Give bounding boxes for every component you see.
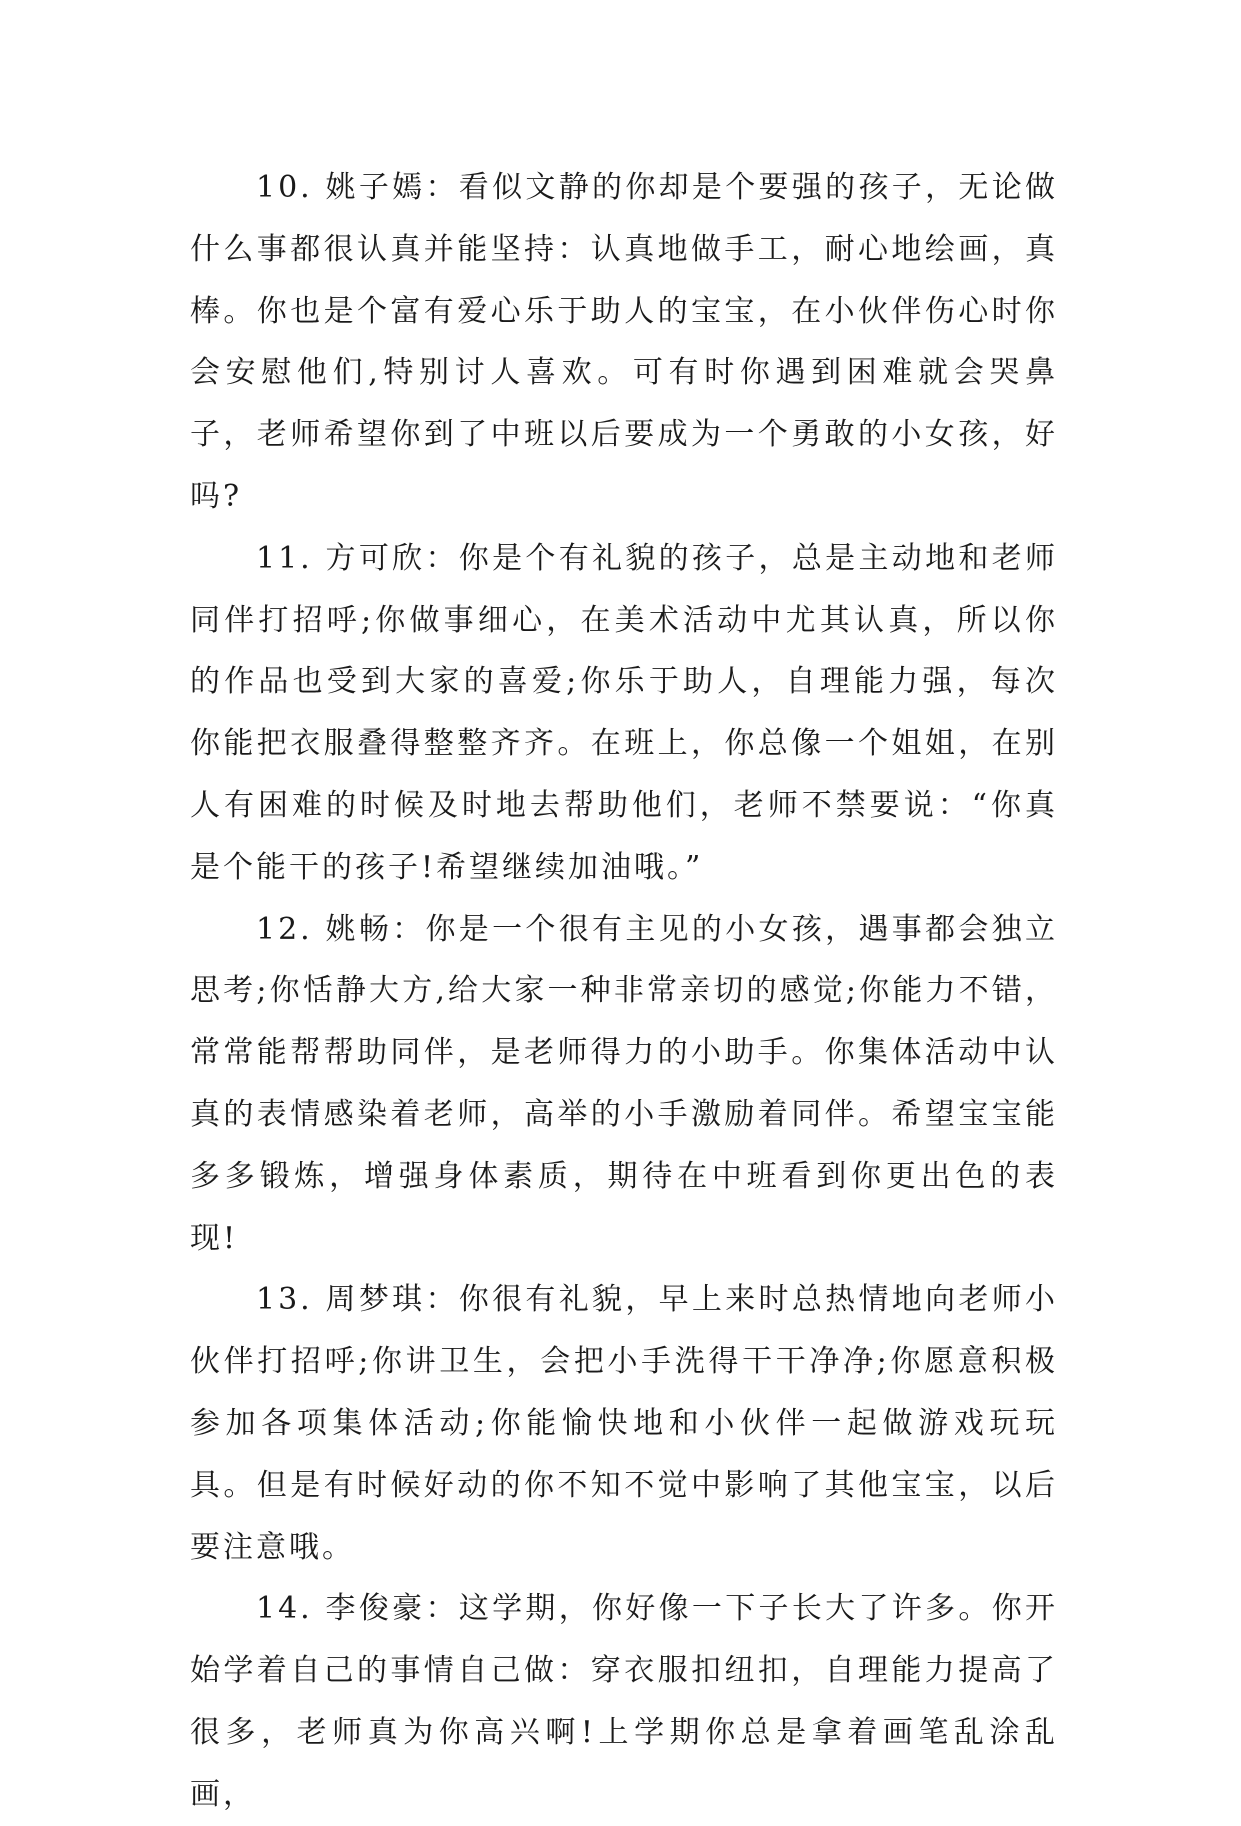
comment-paragraph-13: 13. 周梦琪：你很有礼貌，早上来时总热情地向老师小伙伴打招呼;你讲卫生，会把小手洗得干干净净;你愿意积极参加各项集体活动;你能愉快地和小伙伴一起做游戏玩玩具。但是有时候好动的你不知不觉中影响了其他宝宝，以后要注意哦。 [190, 1282, 1058, 1565]
comment-paragraph-14: 14. 李俊豪：这学期，你好像一下子长大了许多。你开始学着自己的事情自己做：穿衣服扣纽扣，自理能力提高了很多，老师真为你高兴啊!上学期你总是拿着画笔乱涂乱画， [190, 1591, 1058, 1812]
comment-paragraph-11: 11. 方可欣：你是个有礼貌的孩子，总是主动地和老师同伴打招呼;你做事细心，在美术活动中尤其认真，所以你的作品也受到大家的喜爱;你乐于助人，自理能力强，每次你能把衣服叠得整整齐齐。在班上，你总像一个姐姐，在别人有困难的时候及时地去帮助他们，老师不禁要说：“你真是个能干的孩子!希望继续加油哦。” [190, 540, 1058, 885]
document-body [190, 157, 1058, 1826]
comment-paragraph-12: 12. 姚畅：你是一个很有主见的小女孩，遇事都会独立思考;你恬静大方,给大家一种非常亲切的感觉;你能力不错，常常能帮帮助同伴，是老师得力的小助手。你集体活动中认真的表情感染着老师，高举的小手激励着同伴。希望宝宝能多多锻炼，增强身体素质，期待在中班看到你更出色的表现! [190, 911, 1058, 1256]
comment-paragraph-10: 10. 姚子嫣：看似文静的你却是个要强的孩子，无论做什么事都很认真并能坚持：认真地做手工，耐心地绘画，真棒。你也是个富有爱心乐于助人的宝宝，在小伙伴伤心时你会安慰他们,特别讨人喜欢。可有时你遇到困难就会哭鼻子，老师希望你到了中班以后要成为一个勇敢的小女孩，好吗? [190, 170, 1058, 514]
